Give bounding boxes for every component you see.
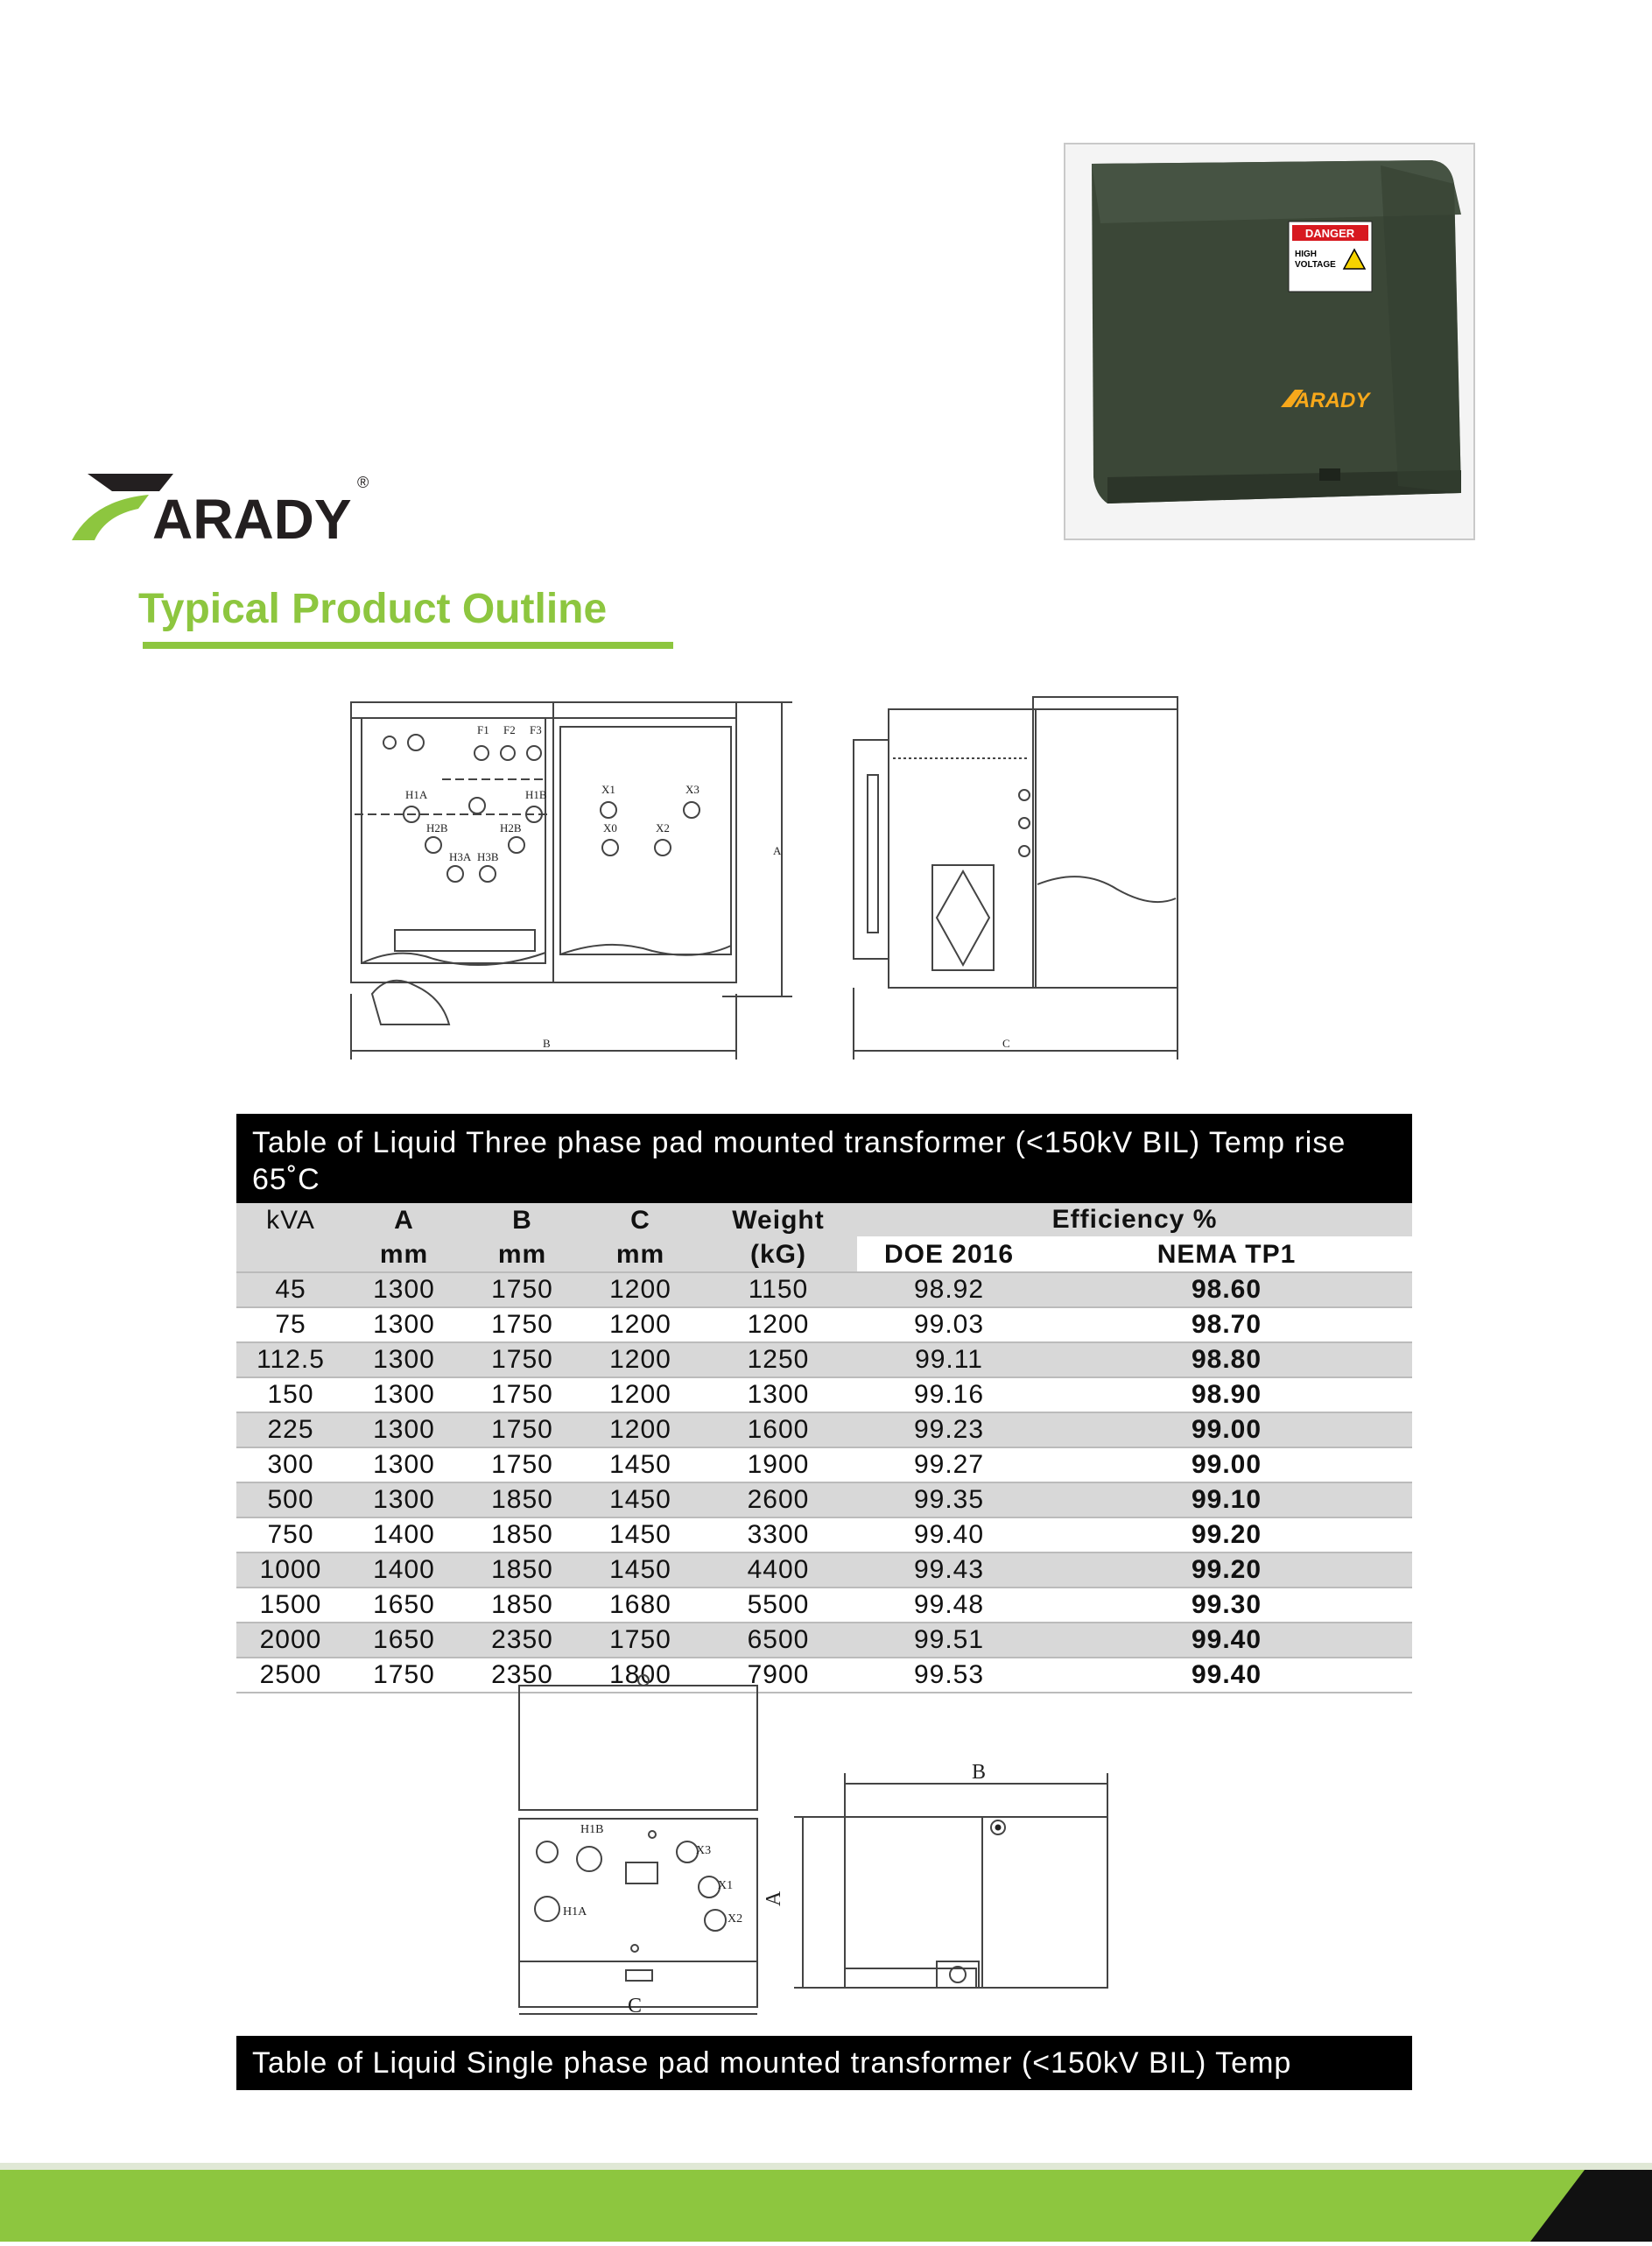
- cell-doe-2016: 99.53: [857, 1658, 1041, 1693]
- drawing-label-h2b-right: H2B: [500, 821, 522, 834]
- cell-nema-tp1: 98.60: [1041, 1272, 1412, 1307]
- cell-c: 1680: [581, 1588, 699, 1623]
- table-row: [236, 1377, 1412, 1412]
- cell-c: 1200: [581, 1412, 699, 1447]
- cell-doe-2016: 98.92: [857, 1272, 1041, 1307]
- cell-a: 1300: [345, 1377, 463, 1412]
- drawing-label-h1a: H1A: [405, 788, 428, 801]
- section-heading: Typical Product Outline: [138, 586, 608, 632]
- cell-weight: 1250: [699, 1342, 857, 1377]
- col-header-b: B: [463, 1203, 581, 1237]
- table-row: [236, 1588, 1412, 1623]
- drawing-label-x1: X1: [601, 783, 615, 796]
- cell-doe-2016: 99.16: [857, 1377, 1041, 1412]
- table-row: [236, 1552, 1412, 1588]
- cell-nema-tp1: 99.20: [1041, 1552, 1412, 1588]
- sign-line-1: HIGH: [1295, 250, 1317, 259]
- col-header-weight: Weight: [699, 1203, 857, 1237]
- table-row: [236, 1482, 1412, 1517]
- cell-weight: 5500: [699, 1588, 857, 1623]
- three-phase-outline-drawing: [346, 692, 1195, 1068]
- cell-b: 1850: [463, 1482, 581, 1517]
- logo-text: ARADY: [152, 488, 352, 547]
- col-subheader-kva: [236, 1237, 345, 1272]
- table-row: [236, 1517, 1412, 1552]
- cell-c: 1450: [581, 1482, 699, 1517]
- drawing-label-h2b-left: H2B: [426, 821, 448, 834]
- cell-kva: 1500: [236, 1588, 345, 1623]
- cell-doe-2016: 99.40: [857, 1517, 1041, 1552]
- sign-title: DANGER: [1304, 227, 1355, 240]
- sp-label-h1a: H1A: [563, 1905, 587, 1919]
- cell-b: 1750: [463, 1272, 581, 1307]
- drawing-label-f2: F2: [503, 723, 516, 736]
- cell-kva: 750: [236, 1517, 345, 1552]
- cell-kva: 2500: [236, 1658, 345, 1693]
- cell-c: 1450: [581, 1447, 699, 1482]
- cell-weight: 1200: [699, 1307, 857, 1342]
- three-phase-table-grid: [236, 1203, 1412, 1693]
- cell-b: 2350: [463, 1623, 581, 1658]
- cell-a: 1650: [345, 1588, 463, 1623]
- cell-a: 1300: [345, 1272, 463, 1307]
- cell-a: 1300: [345, 1342, 463, 1377]
- drawing-label-h3a: H3A: [449, 850, 472, 863]
- single-phase-spec-table: [236, 2036, 1412, 2090]
- footer-divider: [0, 2163, 1652, 2170]
- single-phase-outline-drawing: [512, 1668, 1134, 2027]
- cell-kva: 112.5: [236, 1342, 345, 1377]
- col-header-c: C: [581, 1203, 699, 1237]
- heading-underline: [143, 642, 673, 649]
- three-phase-spec-table: [236, 1114, 1412, 1693]
- cell-doe-2016: 99.03: [857, 1307, 1041, 1342]
- cell-nema-tp1: 99.40: [1041, 1623, 1412, 1658]
- cell-nema-tp1: 98.70: [1041, 1307, 1412, 1342]
- cell-doe-2016: 99.27: [857, 1447, 1041, 1482]
- table-row: [236, 1447, 1412, 1482]
- cell-doe-2016: 99.23: [857, 1412, 1041, 1447]
- sp-label-h1b: H1B: [580, 1823, 604, 1836]
- cell-a: 1400: [345, 1517, 463, 1552]
- cell-nema-tp1: 99.00: [1041, 1412, 1412, 1447]
- table-row: [236, 1412, 1412, 1447]
- cell-weight: 3300: [699, 1517, 857, 1552]
- cell-nema-tp1: 99.40: [1041, 1658, 1412, 1693]
- cell-nema-tp1: 99.20: [1041, 1517, 1412, 1552]
- cell-c: 1200: [581, 1377, 699, 1412]
- cell-kva: 2000: [236, 1623, 345, 1658]
- table-row: [236, 1307, 1412, 1342]
- cell-nema-tp1: 99.00: [1041, 1447, 1412, 1482]
- cell-weight: 1150: [699, 1272, 857, 1307]
- cell-a: 1300: [345, 1482, 463, 1517]
- cell-c: 1450: [581, 1517, 699, 1552]
- cell-doe-2016: 99.51: [857, 1623, 1041, 1658]
- sign-line-2: VOLTAGE: [1295, 260, 1336, 270]
- col-subheader-c-unit: mm: [581, 1237, 699, 1272]
- table-row: [236, 1623, 1412, 1658]
- registered-mark: ®: [357, 474, 369, 491]
- drawing-label-f1: F1: [477, 723, 489, 736]
- cell-b: 1850: [463, 1517, 581, 1552]
- three-phase-table-title: Table of Liquid Three phase pad mounted transformer (<150kV BIL) Temp rise 65˚C: [236, 1114, 1412, 1203]
- cell-doe-2016: 99.48: [857, 1588, 1041, 1623]
- col-header-kva: kVA: [236, 1203, 345, 1237]
- single-phase-table-title: Table of Liquid Single phase pad mounted transformer (<150kV BIL) Temp: [236, 2036, 1412, 2090]
- cell-weight: 1300: [699, 1377, 857, 1412]
- sp-label-x1: X1: [718, 1879, 734, 1892]
- photo-logo-text: ARADY: [1295, 389, 1370, 412]
- cell-b: 2350: [463, 1658, 581, 1693]
- drawing-label-x3: X3: [685, 783, 699, 796]
- cell-b: 1750: [463, 1447, 581, 1482]
- cell-weight: 4400: [699, 1552, 857, 1588]
- cell-kva: 1000: [236, 1552, 345, 1588]
- cell-doe-2016: 99.35: [857, 1482, 1041, 1517]
- col-subheader-a-unit: mm: [345, 1237, 463, 1272]
- cell-c: 1750: [581, 1623, 699, 1658]
- sp-dim-c: C: [628, 1995, 643, 2017]
- cell-a: 1400: [345, 1552, 463, 1588]
- cell-weight: 6500: [699, 1623, 857, 1658]
- drawing-dim-b: B: [543, 1037, 551, 1050]
- drawing-label-h3b: H3B: [477, 850, 499, 863]
- cell-b: 1850: [463, 1588, 581, 1623]
- cell-nema-tp1: 98.90: [1041, 1377, 1412, 1412]
- cell-kva: 225: [236, 1412, 345, 1447]
- drawing-label-x2: X2: [656, 821, 670, 834]
- cell-c: 1800: [581, 1658, 699, 1693]
- col-header-doe-2016: DOE 2016: [857, 1237, 1041, 1272]
- cell-b: 1750: [463, 1342, 581, 1377]
- drawing-label-f3: F3: [530, 723, 542, 736]
- cell-weight: 1900: [699, 1447, 857, 1482]
- cell-b: 1750: [463, 1412, 581, 1447]
- sp-dim-a: A: [763, 1890, 785, 1906]
- cell-b: 1850: [463, 1552, 581, 1588]
- cell-b: 1750: [463, 1307, 581, 1342]
- cell-kva: 45: [236, 1272, 345, 1307]
- cell-kva: 150: [236, 1377, 345, 1412]
- table-row: [236, 1272, 1412, 1307]
- cell-a: 1300: [345, 1412, 463, 1447]
- cell-b: 1750: [463, 1377, 581, 1412]
- drawing-dim-a: A: [773, 844, 782, 857]
- cell-a: 1750: [345, 1658, 463, 1693]
- product-photo: [1064, 143, 1475, 540]
- cell-nema-tp1: 98.80: [1041, 1342, 1412, 1377]
- cell-doe-2016: 99.11: [857, 1342, 1041, 1377]
- cell-c: 1200: [581, 1307, 699, 1342]
- cell-weight: 2600: [699, 1482, 857, 1517]
- col-header-a: A: [345, 1203, 463, 1237]
- col-header-nema-tp1: NEMA TP1: [1041, 1237, 1412, 1272]
- cell-kva: 75: [236, 1307, 345, 1342]
- cell-c: 1200: [581, 1272, 699, 1307]
- sp-label-x2: X2: [728, 1912, 743, 1926]
- table-row: [236, 1342, 1412, 1377]
- drawing-dim-c: C: [1002, 1037, 1010, 1050]
- col-subheader-weight-unit: (kG): [699, 1237, 857, 1272]
- cell-c: 1450: [581, 1552, 699, 1588]
- drawing-label-x0: X0: [603, 821, 617, 834]
- col-subheader-b-unit: mm: [463, 1237, 581, 1272]
- sp-label-x3: X3: [696, 1844, 712, 1857]
- cell-c: 1200: [581, 1342, 699, 1377]
- cell-weight: 7900: [699, 1658, 857, 1693]
- cell-doe-2016: 99.43: [857, 1552, 1041, 1588]
- cell-nema-tp1: 99.10: [1041, 1482, 1412, 1517]
- brand-logo: [68, 468, 383, 547]
- footer-corner-accent: [1530, 2170, 1652, 2242]
- footer-band: [0, 2170, 1652, 2242]
- drawing-label-h1b: H1B: [525, 788, 547, 801]
- cell-weight: 1600: [699, 1412, 857, 1447]
- cell-a: 1650: [345, 1623, 463, 1658]
- cell-a: 1300: [345, 1307, 463, 1342]
- cell-nema-tp1: 99.30: [1041, 1588, 1412, 1623]
- cell-kva: 300: [236, 1447, 345, 1482]
- col-header-efficiency: Efficiency %: [857, 1203, 1412, 1237]
- cell-kva: 500: [236, 1482, 345, 1517]
- cell-a: 1300: [345, 1447, 463, 1482]
- sp-dim-b: B: [972, 1761, 987, 1784]
